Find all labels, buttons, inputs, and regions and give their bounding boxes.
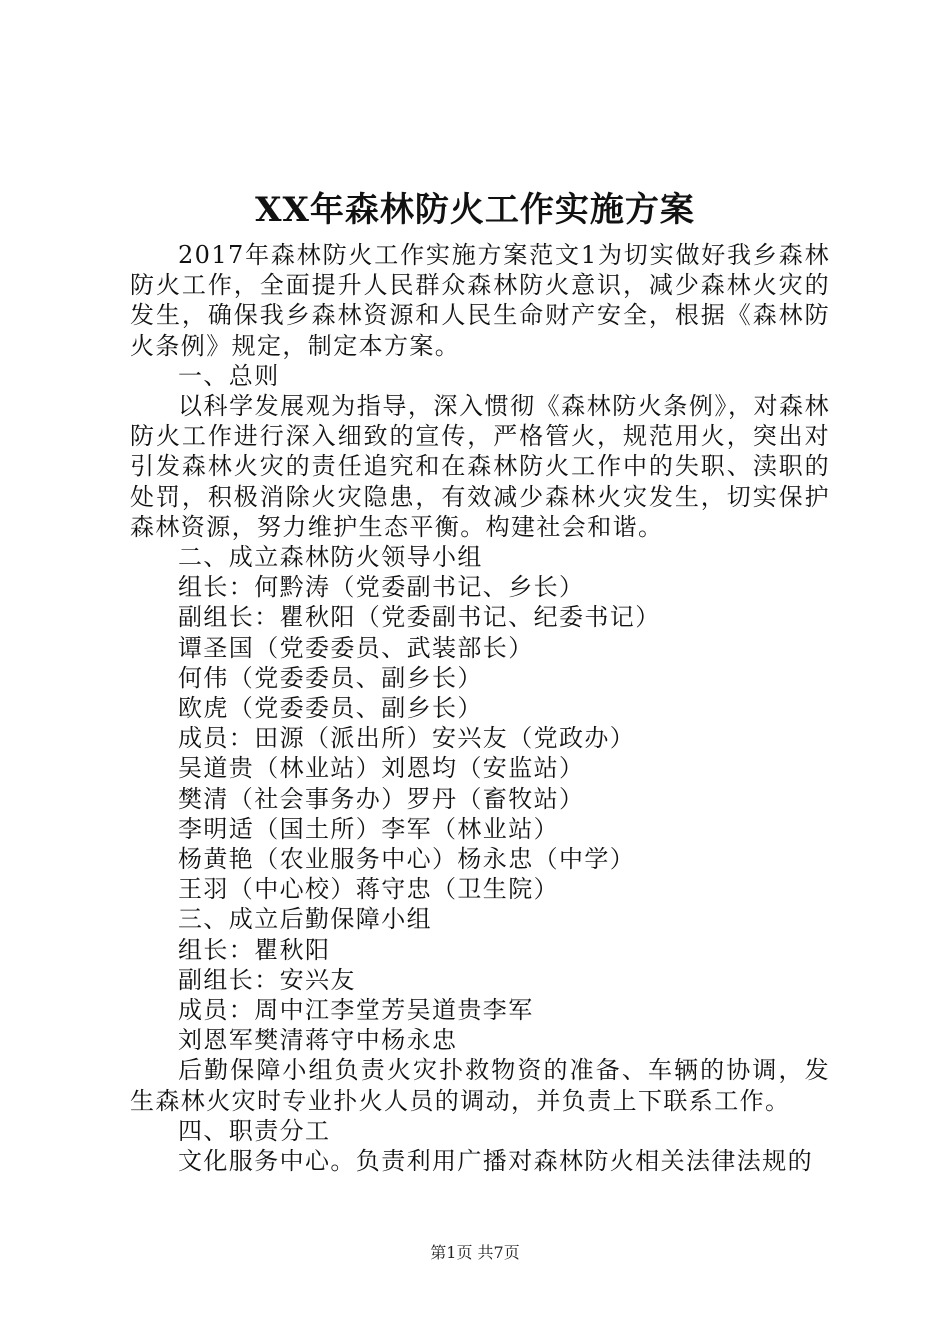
leader-group-line: 杨黄艳（农业服务中心）杨永忠（中学） (178, 845, 636, 874)
leader-group-line: 王羽（中心校）蒋守忠（卫生院） (178, 875, 559, 904)
section-3-heading: 三、成立后勤保障小组 (178, 905, 432, 934)
leader-group-line: 谭圣国（党委委员、武装部长） (178, 633, 534, 662)
section-4-paragraph: 文化服务中心。负责利用广播对森林防火相关法律法规的 (178, 1147, 813, 1176)
section-3-paragraph: 后勤保障小组负责火灾扑救物资的准备、车辆的协调，发生森林火灾时专业扑火人员的调动，并负责上下联系工作。 (130, 1056, 830, 1115)
section-1-paragraph: 以科学发展观为指导，深入惯彻《森林防火条例》，对森林防火工作进行深入细致的宣传，严格管火，规范用火，突出对引发森林火灾的责任追究和在森林防火工作中的失职、渎职的处罚，积极消除火灾隐患，有效减少森林火灾发生，切实保护森林资源，努力维护生态平衡。构建社会和谐。 (130, 392, 830, 541)
leader-group-line: 李明适（国土所）李军（林业站） (178, 814, 559, 843)
page-footer: 第1页 共7页 (430, 1243, 520, 1262)
document-title: XX年森林防火工作实施方案 (255, 190, 695, 230)
logistics-group-line: 副组长：安兴友 (178, 965, 356, 994)
leader-group-line: 吴道贵（林业站）刘恩均（安监站） (178, 754, 585, 783)
leader-group-line: 成员：田源（派出所）安兴友（党政办） (178, 724, 636, 753)
logistics-group-line: 刘恩军樊清蒋守中杨永忠 (178, 1026, 458, 1055)
section-2-heading: 二、成立森林防火领导小组 (178, 543, 483, 572)
document-body (130, 240, 830, 1176)
leader-group-line: 樊清（社会事务办）罗丹（畜牧站） (178, 784, 585, 813)
leader-group-line: 何伟（党委委员、副乡长） (178, 663, 483, 692)
logistics-group-line: 成员：周中江李堂芳吴道贵李军 (178, 996, 534, 1025)
intro-paragraph: 2017年森林防火工作实施方案范文1为切实做好我乡森林防火工作，全面提升人民群众森林防火意识，减少森林火灾的发生，确保我乡森林资源和人民生命财产安全，根据《森林防火条例》规定，制定本方案。 (130, 241, 830, 360)
section-4-heading: 四、职责分工 (178, 1116, 331, 1145)
leader-group-line: 副组长：瞿秋阳（党委副书记、纪委书记） (178, 603, 661, 632)
section-1-heading: 一、总则 (178, 361, 280, 390)
logistics-group-line: 组长：瞿秋阳 (178, 935, 331, 964)
leader-group-line: 欧虎（党委委员、副乡长） (178, 694, 483, 723)
leader-group-line: 组长：何黔涛（党委副书记、乡长） (178, 573, 585, 602)
